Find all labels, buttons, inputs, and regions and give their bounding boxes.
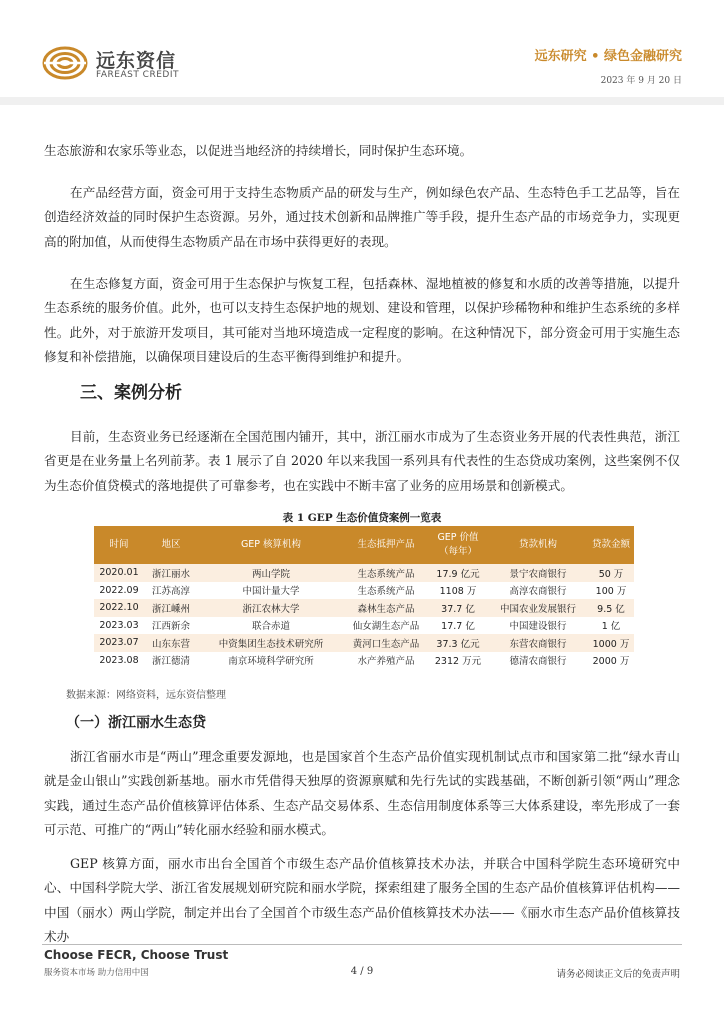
- table-cell: 德清农商银行: [488, 652, 588, 670]
- table-cell: 仙女湖生态产品: [344, 617, 428, 635]
- table-cell: 生态系统产品: [344, 582, 428, 600]
- table-cell: 东营农商银行: [488, 634, 588, 652]
- table-cell: 山东东营: [144, 634, 198, 652]
- table-header-cell: 时间: [94, 526, 144, 564]
- table-cell: 江苏高淳: [144, 582, 198, 600]
- table-cell: 中国农业发展银行: [488, 599, 588, 617]
- table-cell: 浙江嵊州: [144, 599, 198, 617]
- footer-divider: [42, 944, 682, 945]
- table-cell: 江西新余: [144, 617, 198, 635]
- table-header-cell: 贷款机构: [488, 526, 588, 564]
- header-divider: [0, 97, 724, 105]
- table-cell: 2023.03: [94, 617, 144, 635]
- table-row: [94, 582, 634, 600]
- page-number: 4 / 9: [350, 966, 374, 977]
- table-cell: 2312 万元: [428, 652, 488, 670]
- table-cell: 中国建设银行: [488, 617, 588, 635]
- table-row: [94, 564, 634, 582]
- paragraph-continuation: 生态旅游和农家乐等业态，以促进当地经济的持续增长，同时保护生态环境。: [44, 143, 473, 158]
- table-row: [94, 599, 634, 617]
- table-cell: 水产养殖产品: [344, 652, 428, 670]
- subsection-heading-lishui: （一）浙江丽水生态贷: [66, 715, 206, 731]
- header-title: 远东研究 • 绿色金融研究: [534, 49, 682, 64]
- table-cell: 浙江德清: [144, 652, 198, 670]
- table-row: [94, 617, 634, 635]
- table-cell: 9.5 亿: [588, 599, 634, 617]
- footer-disclaimer: 请务必阅读正文后的免责声明: [556, 969, 680, 980]
- table-cell: 浙江农林大学: [198, 599, 344, 617]
- table-cell: 37.3 亿元: [428, 634, 488, 652]
- table-cell: 森林生态产品: [344, 599, 428, 617]
- table-cell: 100 万: [588, 582, 634, 600]
- table-cell: 生态系统产品: [344, 564, 428, 582]
- table-cell: 1 亿: [588, 617, 634, 635]
- table-cell: 1000 万: [588, 634, 634, 652]
- gep-cases-table: [94, 526, 634, 669]
- table-header-cell: 地区: [144, 526, 198, 564]
- paragraph-lishui-intro: 浙江省丽水市是“两山”理念重要发源地，也是国家首个生态产品价值实现机制试点市和国家第二批“绿水青山就是金山银山”实践创新基地。丽水市凭借得天独厚的资源禀赋和先行先试的实践基础，不断创新引领“两山”理念实践，通过生态产品价值核算评估体系、生态产品交易体系、生态信用制度体系等三大体系建设，率先形成了一套可示范、可推广的“两山”转化丽水经验和丽水模式。: [44, 749, 680, 837]
- fareast-logo-icon: [42, 46, 88, 80]
- table-cell: 黄河口生态产品: [344, 634, 428, 652]
- logo-text-en: FAREAST CREDIT: [96, 70, 179, 80]
- table-source-note: 数据来源：网络资料，远东资信整理: [66, 690, 226, 701]
- table-cell: 2000 万: [588, 652, 634, 670]
- table-cell: 南京环境科学研究所: [198, 652, 344, 670]
- section-heading-case-analysis: 三、案例分析: [80, 383, 182, 403]
- footer-subslogan: 服务资本市场 助力信用中国: [44, 968, 149, 978]
- table-header-row: [94, 526, 634, 564]
- table-cell: 1108 万: [428, 582, 488, 600]
- table-row: [94, 652, 634, 670]
- table-cell: 中资集团生态技术研究所: [198, 634, 344, 652]
- table-header-cell: GEP 核算机构: [198, 526, 344, 564]
- logo-text-cn: 远东资信: [96, 50, 177, 72]
- table-cell: 2022.09: [94, 582, 144, 600]
- table-header-cell: GEP 价值（每年）: [428, 526, 488, 564]
- table-cell: 2022.10: [94, 599, 144, 617]
- table-cell: 2020.01: [94, 564, 144, 582]
- table-cell: 37.7 亿: [428, 599, 488, 617]
- header-date: 2023 年 9 月 20 日: [600, 76, 682, 86]
- table-caption: 表 1 GEP 生态价值贷案例一览表: [282, 512, 442, 524]
- footer-slogan: Choose FECR, Choose Trust: [44, 948, 229, 962]
- table-cell: 2023.07: [94, 634, 144, 652]
- table-header-cell: 贷款金额: [588, 526, 634, 564]
- table-row: [94, 634, 634, 652]
- table-cell: 联合赤道: [198, 617, 344, 635]
- paragraph-eco-restoration: 在生态修复方面，资金可用于生态保护与恢复工程，包括森林、湿地植被的修复和水质的改善等措施，以提升生态系统的服务价值。此外，也可以支持生态保护地的规划、建设和管理，以保护珍稀物种和维护生态系统的多样性。此外，对于旅游开发项目，其可能对当地环境造成一定程度的影响。在这种情况下，部分资金可用于实施生态修复和补偿措施，以确保项目建设后的生态平衡得到维护和提升。: [44, 276, 680, 364]
- table-cell: 50 万: [588, 564, 634, 582]
- table-cell: 17.9 亿元: [428, 564, 488, 582]
- table-cell: 2023.08: [94, 652, 144, 670]
- table-cell: 中国计量大学: [198, 582, 344, 600]
- table-cell: 17.7 亿: [428, 617, 488, 635]
- paragraph-gep-accounting: GEP 核算方面，丽水市出台全国首个市级生态产品价值核算技术办法，并联合中国科学院生态环境研究中心、中国科学院大学、浙江省发展规划研究院和丽水学院，探索组建了服务全国的生态产品价值核算评估机构——中国（丽水）两山学院，制定并出台了全国首个市级生态产品价值核算技术办法——《丽水市生态产品价值核算技术办: [44, 856, 680, 944]
- table-cell: 浙江丽水: [144, 564, 198, 582]
- table-cell: 景宁农商银行: [488, 564, 588, 582]
- table-header-cell: 生态抵押产品: [344, 526, 428, 564]
- paragraph-case-intro: 目前，生态资业务已经逐渐在全国范围内铺开，其中，浙江丽水市成为了生态资业务开展的代表性典范，浙江省更是在业务量上名列前茅。表 1 展示了自 2020 年以来我国一系列具有代表性的生态贷成功案例，这些案例不仅为生态价值贷模式的落地提供了可靠参考，也在实践中不断丰富了业务的应用场景和创新模式。: [44, 429, 680, 493]
- paragraph-product-operation: 在产品经营方面，资金可用于支持生态物质产品的研发与生产，例如绿色农产品、生态特色手工艺品等，旨在创造经济效益的同时保护生态资源。另外，通过技术创新和品牌推广等手段，提升生态产品的市场竞争力，实现更高的附加值，从而使得生态物质产品在市场中获得更好的表现。: [44, 185, 680, 249]
- table-cell: 两山学院: [198, 564, 344, 582]
- table-cell: 高淳农商银行: [488, 582, 588, 600]
